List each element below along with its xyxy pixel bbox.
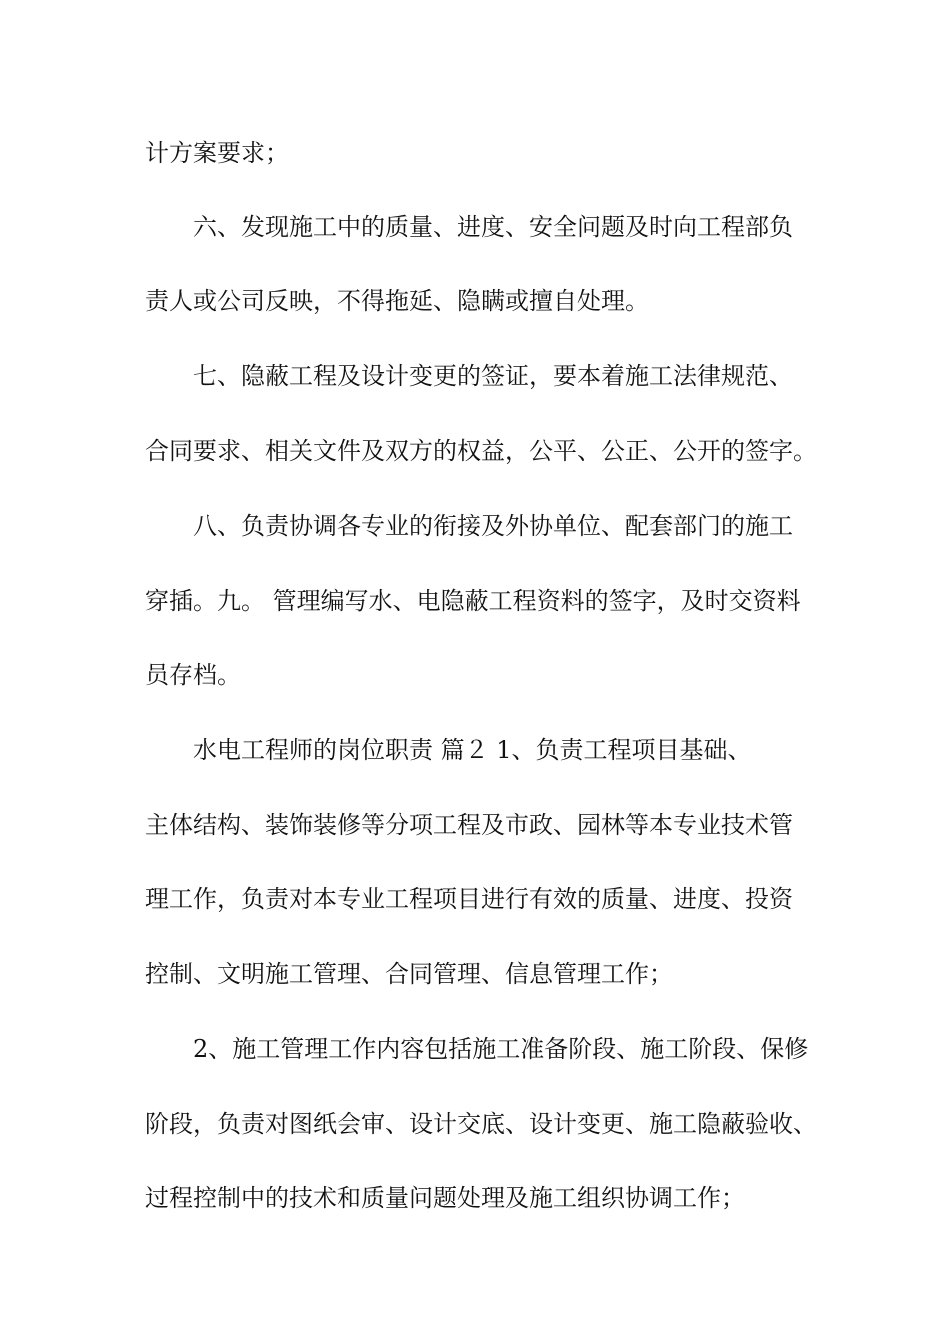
text-line: 阶段，负责对图纸会审、设计交底、设计变更、施工隐蔽验收、 bbox=[145, 1110, 817, 1138]
text-line: 主体结构、装饰装修等分项工程及市政、园林等本专业技术管 bbox=[145, 811, 793, 839]
text-line: 合同要求、相关文件及双方的权益，公平、公正、公开的签字。 bbox=[145, 437, 817, 465]
text-line: 2、施工管理工作内容包括施工准备阶段、施工阶段、保修 bbox=[193, 1035, 809, 1063]
text-line: 理工作，负责对本专业工程项目进行有效的质量、进度、投资 bbox=[145, 885, 793, 913]
text-line: 六、发现施工中的质量、进度、安全问题及时向工程部负 bbox=[193, 213, 793, 241]
text-line: 过程控制中的技术和质量问题处理及施工组织协调工作； bbox=[145, 1184, 745, 1212]
text-line: 八、负责协调各专业的衔接及外协单位、配套部门的施工 bbox=[193, 512, 793, 540]
text-line: 员存档。 bbox=[145, 661, 241, 689]
text-line: 责人或公司反映，不得拖延、隐瞒或擅自处理。 bbox=[145, 287, 649, 315]
text-line: 穿插。九。 管理编写水、电隐蔽工程资料的签字，及时交资料 bbox=[145, 587, 801, 615]
text-line: 计方案要求； bbox=[145, 139, 289, 167]
section-heading-line: 水电工程师的岗位职责 篇２ 1、负责工程项目基础、 bbox=[193, 736, 752, 764]
text-line: 七、隐蔽工程及设计变更的签证，要本着施工法律规范、 bbox=[193, 362, 793, 390]
text-line: 控制、文明施工管理、合同管理、信息管理工作； bbox=[145, 960, 673, 988]
